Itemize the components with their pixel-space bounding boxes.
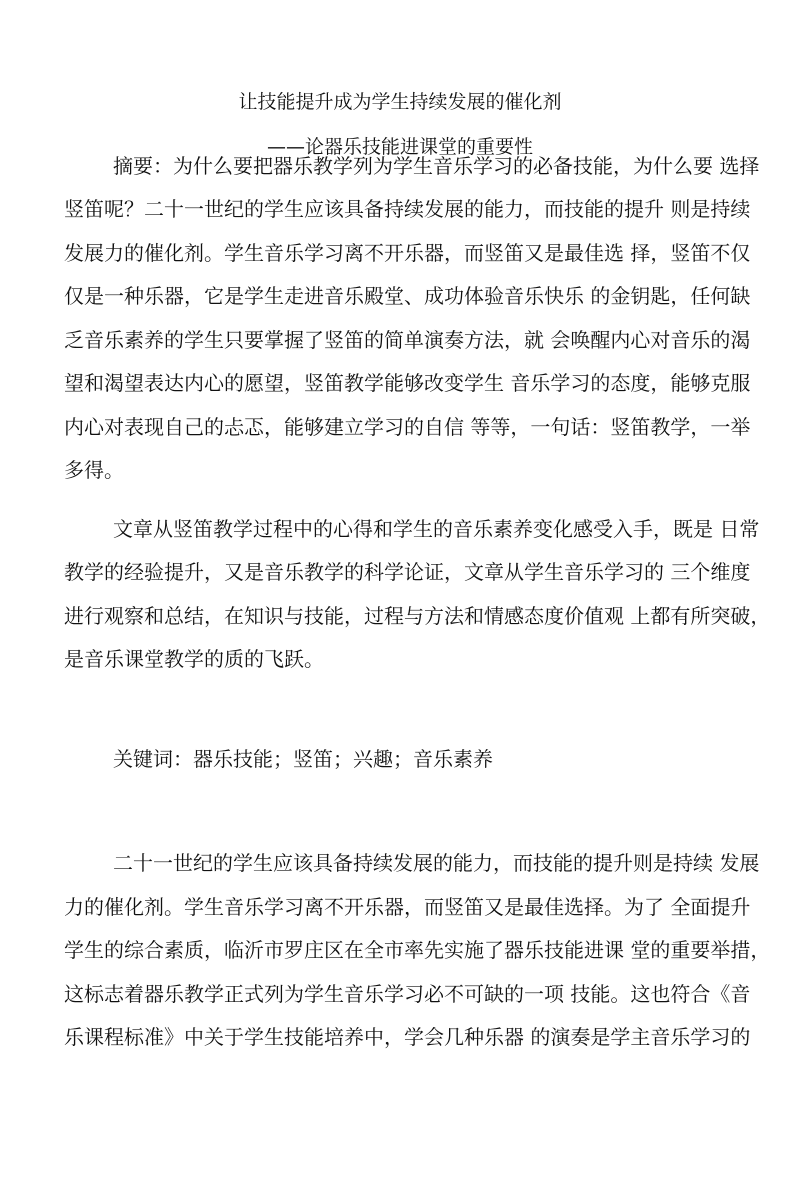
body-line: 二十一世纪的学生应该具备持续发展的能力，而技能的提升则是持续 发展	[113, 851, 760, 875]
body-line: 学生的综合素质，临沂市罗庄区在全市率先实施了器乐技能进课 堂的重要举措，	[64, 938, 771, 962]
abstract-line: 内心对表现自己的忐忑，能够建立学习的自信 等等，一句话：竖笛教学，一举	[64, 415, 751, 439]
abstract-line: 竖笛呢？二十一世纪的学生应该具备持续发展的能力，而技能的提升 则是持续	[64, 197, 751, 221]
body-line: 力的催化剂。学生音乐学习离不开乐器，而竖笛又是最佳选择。为了 全面提升	[64, 895, 751, 919]
abstract-line: 发展力的催化剂。学生音乐学习离不开乐器，而竖笛又是最佳选 择，竖笛不仅	[64, 241, 751, 265]
abstract-line: 乏音乐素养的学生只要掌握了竖笛的简单演奏方法，就 会唤醒内心对音乐的渴	[64, 328, 751, 352]
paragraph-line: 教学的经验提升，又是音乐教学的科学论证，文章从学生音乐学习的 三个维度	[64, 560, 751, 584]
keywords: 关键词：器乐技能；竖笛；兴趣；音乐素养	[113, 747, 493, 771]
document-title: 让技能提升成为学生持续发展的催化剂	[238, 91, 562, 113]
abstract-line: 望和渴望表达内心的愿望，竖笛教学能够改变学生 音乐学习的态度，能够克服	[64, 371, 751, 395]
abstract-line: 多得。	[64, 458, 124, 482]
abstract-line: 仅是一种乐器，它是学生走进音乐殿堂、成功体验音乐快乐 的金钥匙，任何缺	[64, 284, 751, 308]
document-subtitle: ——论器乐技能进课堂的重要性	[266, 136, 533, 158]
paragraph-line: 是音乐课堂教学的质的飞跃。	[64, 647, 324, 671]
abstract-line: 摘要：为什么要把器乐教学列为学生音乐学习的必备技能，为什么要 选择	[113, 154, 760, 178]
body-line: 乐课程标准》中关于学生技能培养中，学会几种乐器 的演奏是学主音乐学习的	[64, 1025, 751, 1049]
paragraph-line: 文章从竖笛教学过程中的心得和学生的音乐素养变化感受入手，既是 日常	[113, 517, 760, 541]
body-line: 这标志着器乐教学正式列为学生音乐学习必不可缺的一项 技能。这也符合《音	[64, 982, 751, 1006]
paragraph-line: 进行观察和总结，在知识与技能，过程与方法和情感态度价值观 上都有所突破，	[64, 604, 771, 628]
